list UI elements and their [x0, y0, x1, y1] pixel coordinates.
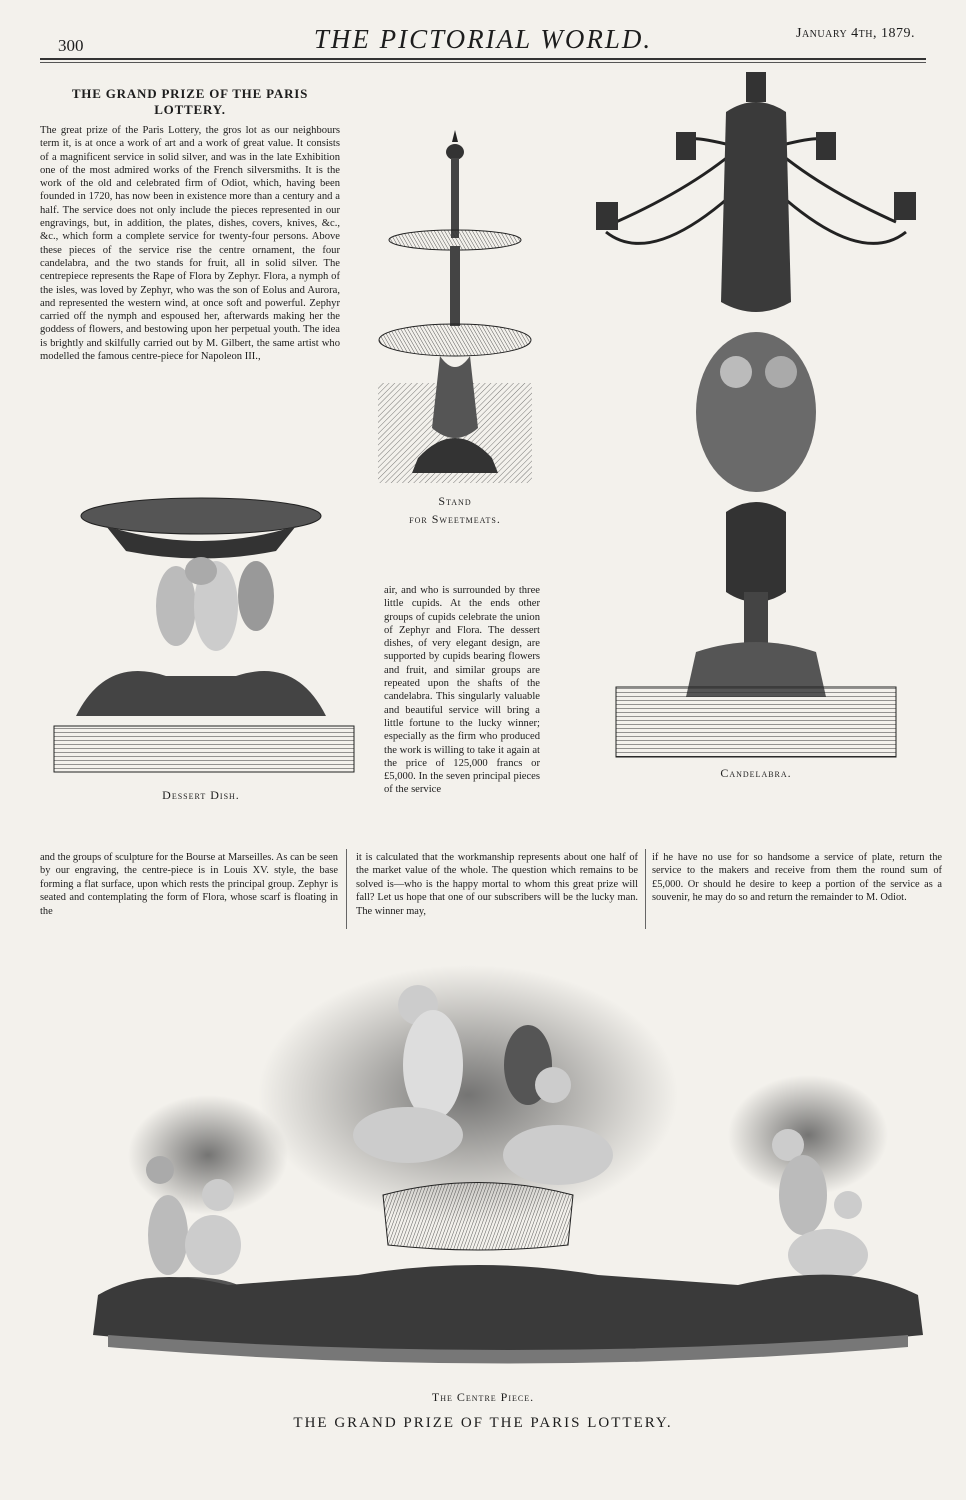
article-title: THE GRAND PRIZE OF THE PARIS LOTTERY.: [71, 86, 309, 117]
article-bottom-column-1: and the groups of sculpture for the Bourse at Marseilles. As can be seen by our engraving, the centre-piece is in Louis XV. style, the base forming a flat surface, upon which rests the principal group. Zephyr is seated and contemplating the form of Flora, whose scarf is floating in the: [40, 852, 338, 917]
main-illustration-title: THE GRAND PRIZE OF THE PARIS LOTTERY.: [293, 1415, 673, 1431]
issue-date: January 4th, 1879.: [796, 26, 916, 41]
caption-centre-piece: The Centre Piece.: [431, 1390, 535, 1404]
caption-candelabra: Candelabra.: [720, 766, 792, 780]
dessert-dish-illustration: [46, 496, 356, 776]
candelabra-illustration: [586, 72, 926, 760]
caption-dessert-dish: Dessert Dish.: [162, 788, 240, 802]
header-rule: [40, 58, 926, 60]
column-divider-1: [346, 849, 347, 929]
stand-illustration: [378, 128, 532, 486]
article-column-1: The great prize of the Paris Lottery, the gros lot as our neighbours term it, is at once a work of art and a work of great value. It consists of a magnificent service in solid silver, and was in the late Exhibition one of the most admired works of the French silversmiths. It is the work of the old and celebrated firm of Odiot, which, having been founded in 1720, has now been in existence more than a century and a half. The service does not only include the pieces represented in our engravings, but, in addition, the plates, dishes, covers, knives, &c., &c., which form a complete service for twenty-four persons. Above these pieces of the service rise the centre ornament, the four candelabra, and the two stands for fruit, all in solid silver. The centrepiece represents the Rape of Flora by Zephyr. Flora, a nymph of the isles, was loved by Zephyr, who was the son of Eolus and Aurora, and represented the western wind, at once soft and powerful. Zephyr carried off the nymph and espoused her, afterwards making her the goddess of flowers, and bestowing upon her perpetual youth. The idea is brightly and skilfully carried out by M. Gilbert, the same artist who modelled the famous centre-piece for Napoleon III.,: [40, 125, 340, 363]
header-rule-thin: [40, 62, 926, 63]
column-divider-2: [645, 849, 646, 929]
caption-stand-line1: Stand: [438, 494, 472, 508]
centre-piece-illustration: [88, 955, 928, 1385]
publication-title: THE PICTORIAL WORLD.: [313, 24, 653, 54]
article-bottom-column-2: it is calculated that the workmanship represents about one half of the market value of the whole. The question which remains to be solved is—who is the happy mortal to whom this great prize will fall? Let us hope that one of our subscribers will be the lucky man. The winner may,: [356, 852, 638, 917]
page-number: 300: [58, 36, 84, 55]
article-bottom-column-3: if he have no use for so handsome a service of plate, return the service to the makers and receive from them the round sum of £5,000. Or should he desire to keep a portion of the service as a souvenir, he may do so and return the remainder to M. Odiot.: [652, 852, 942, 904]
article-column-2: air, and who is surrounded by three little cupids. At the ends other groups of cupids celebrate the union of Zephyr and Flora. The dessert dishes, of very elegant design, are supported by cupids bearing flowers and fruit, and similar groups are repeated upon the shafts of the candelabra. This singularly valuable and beautiful service will bring a little fortune to the lucky winner; especially as the firm who produced the work is willing to take it again at the price of 125,000 francs or £5,000. In the seven principal pieces of the service: [384, 585, 540, 796]
caption-stand-line2: for Sweetmeats.: [409, 512, 501, 526]
